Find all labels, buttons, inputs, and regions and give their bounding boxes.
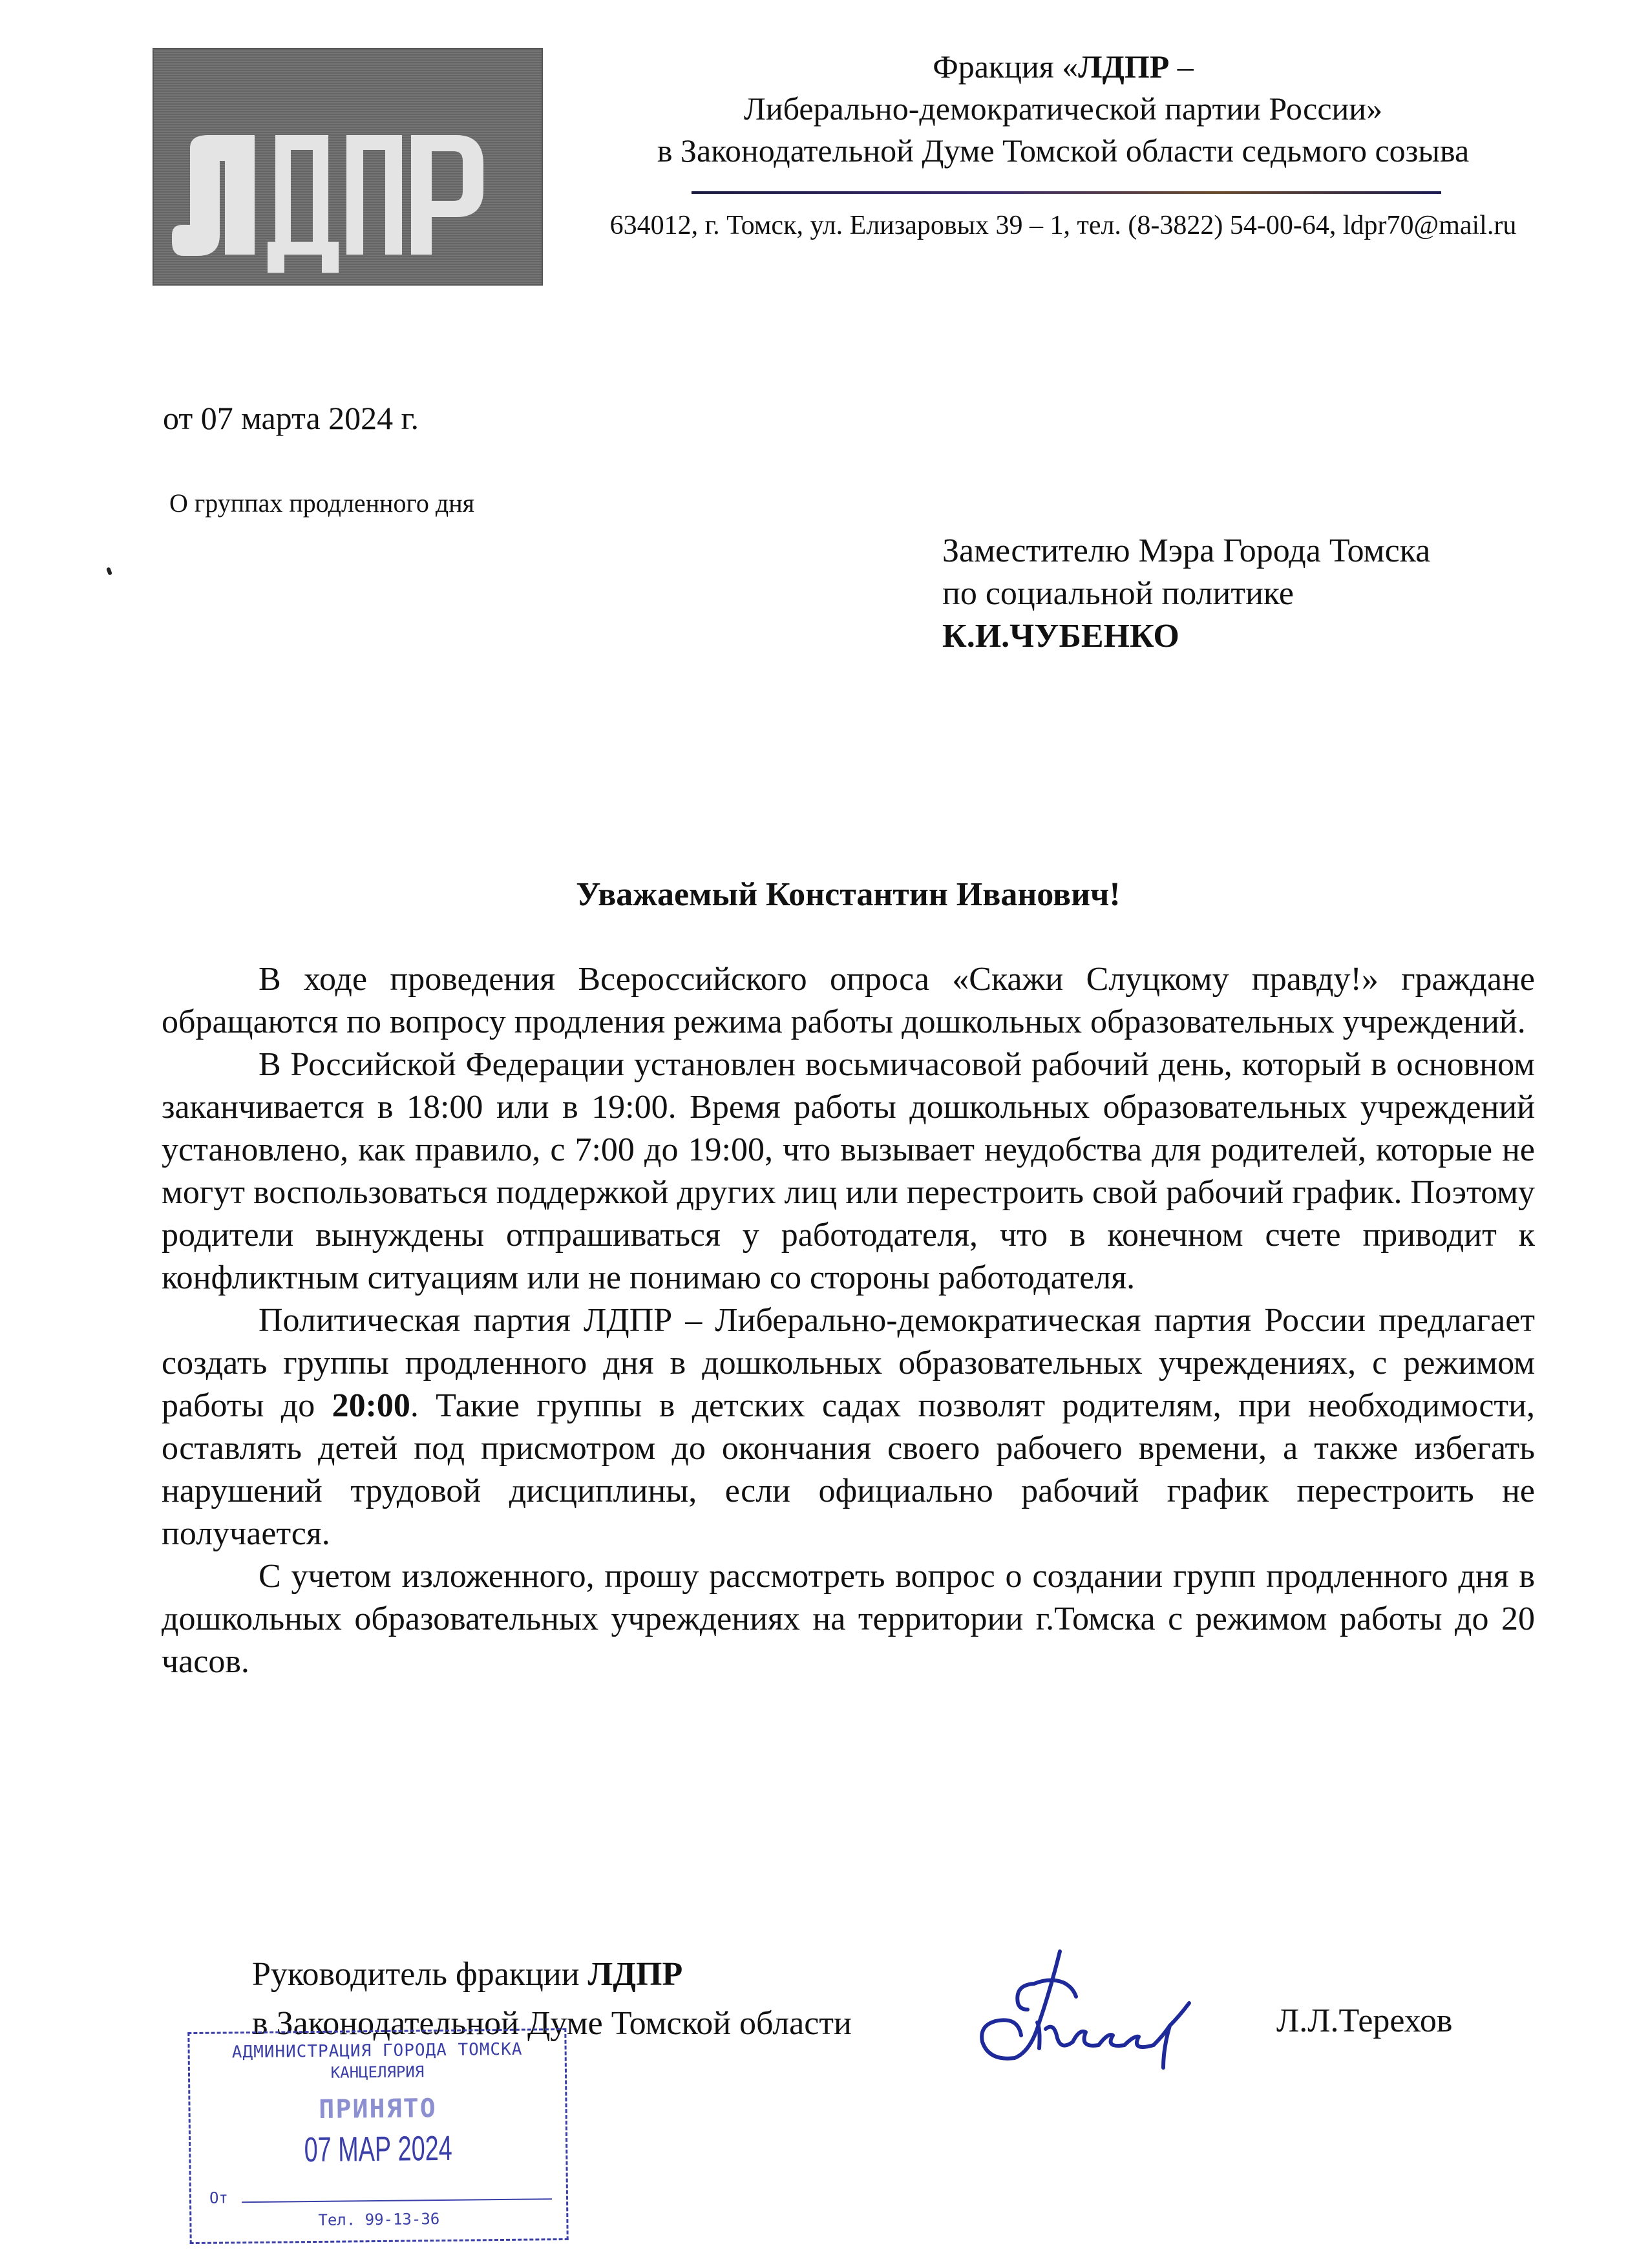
received-stamp <box>187 2028 568 2244</box>
faction-name-line-3: в Законодательной Думе Томской области седьмого созыва <box>657 132 1470 169</box>
letter-date: от 07 марта 2024 г. <box>163 400 419 436</box>
addressee-position: Заместителю Мэра Города Томска <box>942 532 1431 569</box>
body-paragraph: С учетом изложенного, прошу рассмотреть вопрос о создании групп продленного дня в дошкольных образовательных учреждениях на территории г.Томска с режимом работы до 20 часов. <box>162 1558 1535 1680</box>
addressee-department: по социальной политике <box>942 575 1294 612</box>
faction-suffix: – <box>1169 48 1194 85</box>
handwritten-signature <box>969 1945 1228 2074</box>
stamp-phone: Тел. 99-13-36 <box>318 2210 440 2229</box>
letter-greeting: Уважаемый Константин Иванович! <box>576 876 1121 913</box>
stamp-department: КАНЦЕЛЯРИЯ <box>330 2063 425 2082</box>
scan-speck <box>106 567 112 575</box>
signer-title-line-1 <box>252 1950 852 1999</box>
body-paragraph <box>162 1299 1535 1555</box>
highlighted-time: 20:00 <box>332 1387 410 1424</box>
stamp-from-line <box>242 2198 552 2203</box>
header-divider <box>692 191 1441 194</box>
addressee-name: К.И.ЧУБЕНКО <box>942 618 1179 655</box>
stamp-status: ПРИНЯТО <box>319 2094 438 2125</box>
signer-role: Руководитель фракции <box>252 1956 588 1993</box>
stamp-organization: АДМИНИСТРАЦИЯ ГОРОДА ТОМСКА <box>231 2039 523 2063</box>
letter-body <box>162 958 1535 1683</box>
paragraph-text: . Такие группы в детских садах позволят родителям, при необходимости, оставлять детей под присмотром до окончания своего рабочего времени, а также избегать нарушений трудовой дисциплины, если официально рабочий график перестроить не получается. <box>162 1387 1535 1552</box>
addressee-block <box>942 530 1430 658</box>
faction-name-line-2: Либерально-демократической партии России» <box>743 90 1383 127</box>
faction-prefix: Фракция « <box>933 48 1079 85</box>
signer-party: ЛДПР <box>587 1956 683 1993</box>
paragraph-text: Политическая партия ЛДПР – Либерально-демократическая партия России предлагает создать группы продленного дня в дошкольных образовательных учреждениях, с режимом работы до <box>162 1302 1535 1424</box>
body-paragraph: В ходе проведения Всероссийского опроса «Скажи Слуцкому правду!» граждане обращаются по вопросу продления режима работы дошкольных образовательных учреждений. <box>162 961 1535 1040</box>
body-paragraph: В Российской Федерации установлен восьмичасовой рабочий день, который в основном заканчивается в 18:00 или в 19:00. Время работы дошкольных образовательных учреждений установлено, как правило, с 7:00 до 19:00, что вызывает неудобства для родителей, которые не могут воспользоваться поддержкой других лиц или перестроить свой рабочий график. Поэтому родители вынуждены отпрашиваться у работодателя, что в конечном счете приводит к конфликтным ситуациям или не понимаю со стороны работодателя. <box>162 1046 1535 1296</box>
letter-subject: О группах продленного дня <box>169 488 475 518</box>
faction-contact-address: 634012, г. Томск, ул. Елизаровых 39 – 1, тел. (8-3822) 54-00-64, ldpr70@mail.ru <box>609 211 1517 240</box>
faction-name-line-1 <box>582 50 1545 83</box>
stamp-date: 07 МАР 2024 <box>304 2128 453 2170</box>
ldpr-logo <box>153 48 543 286</box>
ldpr-logo-lettering <box>153 48 543 286</box>
faction-party-abbrev: ЛДПР <box>1078 48 1170 85</box>
stamp-from-label: От <box>209 2189 229 2207</box>
signer-title-line-2: в Законодательной Думе Томской области <box>252 2005 852 2042</box>
signer-name: Л.Л.Терехов <box>1276 2002 1453 2039</box>
